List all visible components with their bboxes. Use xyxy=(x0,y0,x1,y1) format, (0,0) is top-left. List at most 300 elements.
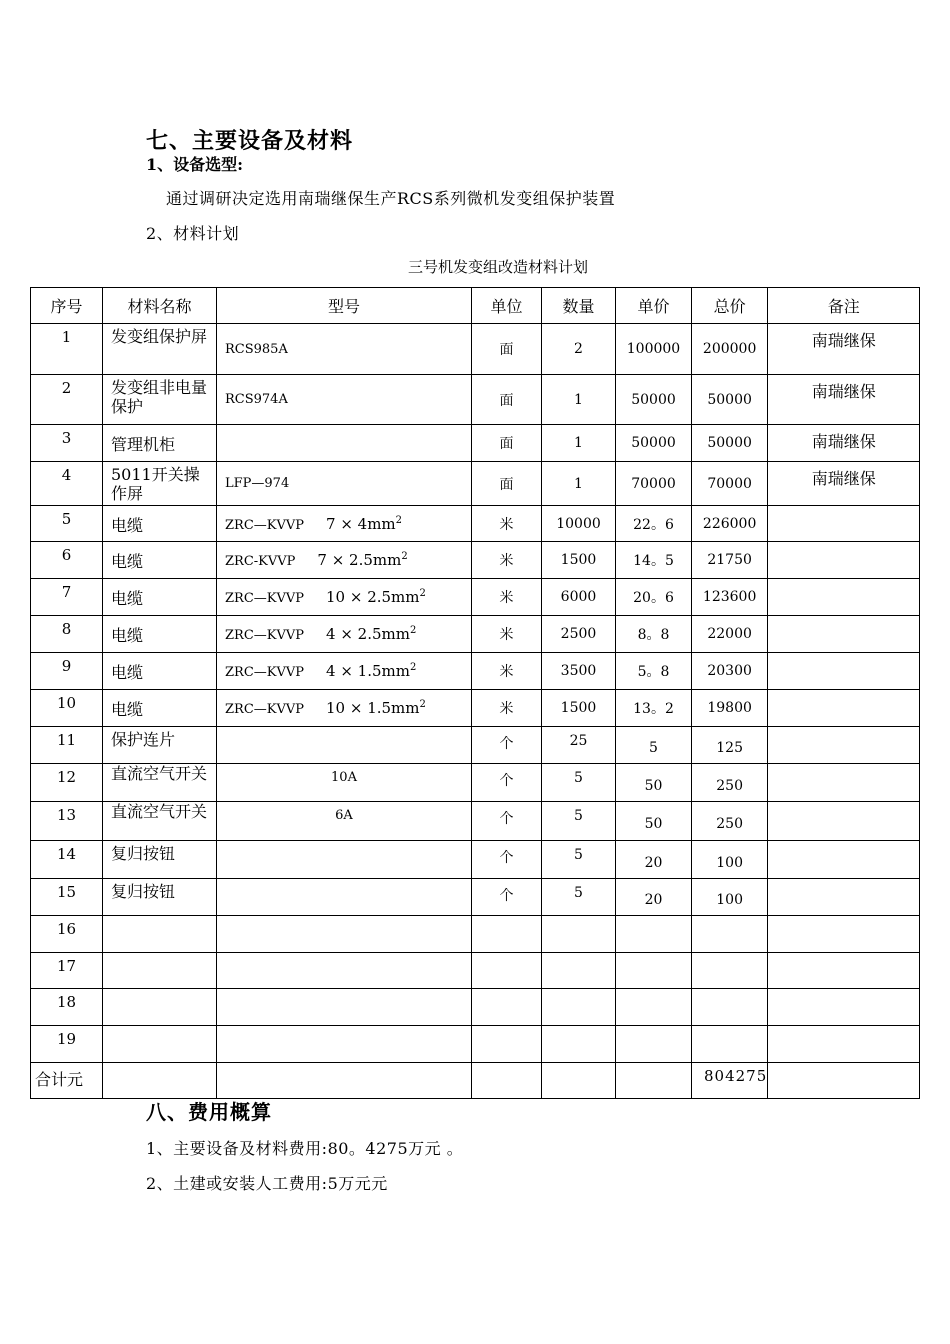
cell-unit-text: 米 xyxy=(499,701,514,717)
cell-unit-text: 个 xyxy=(499,850,514,866)
table-row xyxy=(31,425,920,462)
cell-unit xyxy=(472,653,542,690)
cell-total xyxy=(692,690,768,727)
table-row xyxy=(31,841,920,879)
cell-unit-text: 米 xyxy=(499,627,514,643)
cell-qty-text: 5 xyxy=(574,808,583,824)
cell-price xyxy=(616,375,692,425)
cell-note xyxy=(768,841,920,879)
cell-unit xyxy=(472,727,542,764)
cell-price-text: 50 xyxy=(644,777,663,794)
total-cell xyxy=(103,1063,217,1099)
cell-price-text: 100000 xyxy=(626,341,681,357)
cell-seq xyxy=(31,953,103,989)
cell-price xyxy=(616,616,692,653)
spec-superscript: 2 xyxy=(395,514,403,526)
cell-seq-text: 3 xyxy=(61,429,72,447)
cell-total xyxy=(692,727,768,764)
cable-spec-text: 10 × 2.5mm xyxy=(326,588,420,606)
section-7-title: 七、主要设备及材料 xyxy=(146,128,354,154)
cell-price-text: 20 xyxy=(644,854,663,871)
cell-seq xyxy=(31,425,103,462)
table-row xyxy=(31,653,920,690)
cell-price-text: 8。8 xyxy=(637,627,670,643)
cable-spec-text: 10 × 1.5mm xyxy=(326,699,420,717)
cable-spec xyxy=(326,662,416,680)
cell-model xyxy=(217,916,472,953)
cell-note xyxy=(768,653,920,690)
cell-qty-text: 1 xyxy=(574,475,583,492)
cell-model-text: 6A xyxy=(335,808,353,823)
cell-note xyxy=(768,1026,920,1063)
cell-model-text: ZRC—KVVP xyxy=(225,665,305,680)
table-row xyxy=(31,953,920,989)
equipment-selection-paragraph: 通过调研决定选用南瑞继保生产RCS系列微机发变组保护装置 xyxy=(166,189,616,208)
cell-price xyxy=(616,1026,692,1063)
cell-unit-text: 个 xyxy=(499,888,514,904)
cell-price xyxy=(616,916,692,953)
cell-model-text: LFP—974 xyxy=(225,476,290,491)
cell-seq xyxy=(31,579,103,616)
cell-price xyxy=(616,653,692,690)
cell-total-text: 226000 xyxy=(702,515,757,532)
cell-total-text: 22000 xyxy=(707,626,752,642)
cell-total xyxy=(692,953,768,989)
cell-model-text: ZRC—KVVP xyxy=(225,517,305,533)
cell-seq-text: 18 xyxy=(56,993,77,1011)
cell-total xyxy=(692,375,768,425)
cable-spec-text: 7 × 4mm xyxy=(326,514,396,533)
cell-unit xyxy=(472,953,542,989)
total-row xyxy=(31,1063,920,1099)
cell-price xyxy=(616,802,692,841)
header-seq: 序号 xyxy=(31,288,103,324)
cell-note xyxy=(768,690,920,727)
cell-total-text: 100 xyxy=(716,854,743,871)
table-header-row xyxy=(31,288,920,324)
cell-model xyxy=(217,879,472,916)
subsection-equipment-selection: 1、设备选型: xyxy=(146,155,244,174)
cell-seq-text: 13 xyxy=(56,806,77,824)
cell-model xyxy=(217,425,472,462)
cell-name-text: 复归按钮 xyxy=(111,882,176,901)
cell-qty-text: 25 xyxy=(569,733,588,749)
cell-model xyxy=(217,1026,472,1063)
cell-seq-text: 2 xyxy=(61,379,72,397)
cell-name-text: 电缆 xyxy=(111,515,144,535)
cell-note xyxy=(768,764,920,802)
table-row xyxy=(31,324,920,375)
cell-total xyxy=(692,989,768,1026)
header-total: 总价 xyxy=(692,288,768,324)
cell-note xyxy=(768,989,920,1026)
cell-seq-text: 4 xyxy=(61,466,72,484)
cell-name-text: 电缆 xyxy=(111,663,144,682)
cell-name xyxy=(103,579,217,616)
cell-price xyxy=(616,879,692,916)
cell-name-text: 直流空气开关 xyxy=(111,802,208,821)
table-row xyxy=(31,1026,920,1063)
cell-unit xyxy=(472,989,542,1026)
cell-seq xyxy=(31,375,103,425)
cell-name-text: 电缆 xyxy=(111,552,144,571)
cell-unit xyxy=(472,879,542,916)
cell-price xyxy=(616,425,692,462)
cell-unit xyxy=(472,375,542,425)
cell-model xyxy=(217,616,472,653)
cell-qty-text: 1 xyxy=(574,391,583,408)
cell-model-text: ZRC—KVVP xyxy=(225,628,305,643)
cell-total xyxy=(692,802,768,841)
section-8-title: 八、费用概算 xyxy=(146,1100,272,1124)
cell-price xyxy=(616,841,692,879)
header-note: 备注 xyxy=(768,288,920,324)
cell-price-text: 5 xyxy=(649,740,658,756)
cell-unit-text: 面 xyxy=(499,436,514,452)
cell-seq xyxy=(31,916,103,953)
cell-qty xyxy=(542,879,616,916)
cell-name-text: 直流空气开关 xyxy=(111,764,208,783)
cell-name xyxy=(103,727,217,764)
cell-unit xyxy=(472,542,542,579)
cell-price xyxy=(616,953,692,989)
cell-unit xyxy=(472,764,542,802)
cell-unit xyxy=(472,462,542,506)
cell-unit-text: 米 xyxy=(499,516,514,533)
cell-price-text: 50000 xyxy=(631,435,676,451)
cell-model-text: ZRC-KVVP xyxy=(225,554,296,569)
cell-seq xyxy=(31,841,103,879)
cell-total-text: 50000 xyxy=(707,435,752,451)
cell-name xyxy=(103,802,217,841)
cell-qty xyxy=(542,653,616,690)
cell-seq xyxy=(31,616,103,653)
cell-unit xyxy=(472,616,542,653)
cell-note-text: 南瑞继保 xyxy=(811,331,876,350)
cell-qty xyxy=(542,764,616,802)
cell-qty-text: 1 xyxy=(574,435,583,451)
cell-price-text: 22。6 xyxy=(633,516,674,533)
cell-qty xyxy=(542,802,616,841)
cell-unit-text: 个 xyxy=(499,736,514,752)
cell-qty xyxy=(542,462,616,506)
cell-price xyxy=(616,727,692,764)
cable-spec xyxy=(326,699,426,717)
cell-total xyxy=(692,653,768,690)
cell-model xyxy=(217,989,472,1026)
cell-name xyxy=(103,425,217,462)
cell-seq-text: 5 xyxy=(61,510,72,528)
total-cell xyxy=(217,1063,472,1099)
cell-note xyxy=(768,324,920,375)
total-label: 合计元 xyxy=(31,1063,103,1099)
cell-seq xyxy=(31,1026,103,1063)
total-value: 804275 xyxy=(692,1063,768,1099)
cell-note-text: 南瑞继保 xyxy=(811,469,876,488)
cell-price-text: 70000 xyxy=(631,475,676,492)
cell-name xyxy=(103,653,217,690)
cell-qty xyxy=(542,616,616,653)
cell-price xyxy=(616,542,692,579)
cell-seq-text: 10 xyxy=(56,694,77,712)
cell-price xyxy=(616,579,692,616)
cell-total-text: 250 xyxy=(716,777,743,794)
cell-qty-text: 5 xyxy=(574,847,583,863)
cell-unit xyxy=(472,802,542,841)
cell-price xyxy=(616,324,692,375)
table-caption: 三号机发变组改造材料计划 xyxy=(407,258,588,276)
cell-total xyxy=(692,1026,768,1063)
cell-qty xyxy=(542,324,616,375)
cell-qty xyxy=(542,690,616,727)
cell-price-text: 5。8 xyxy=(637,664,670,680)
cell-total xyxy=(692,879,768,916)
cell-name xyxy=(103,616,217,653)
cell-total-text: 50000 xyxy=(707,391,752,408)
spec-superscript: 2 xyxy=(419,699,426,710)
cable-spec-text: 4 × 1.5mm xyxy=(326,662,410,680)
cell-price-text: 20 xyxy=(644,892,663,908)
table-row xyxy=(31,727,920,764)
cell-seq xyxy=(31,653,103,690)
cell-total xyxy=(692,324,768,375)
cell-qty-text: 5 xyxy=(574,885,583,901)
cell-qty xyxy=(542,916,616,953)
cell-unit-text: 个 xyxy=(499,773,514,789)
header-unit: 单位 xyxy=(472,288,542,324)
cell-total-text: 250 xyxy=(716,816,743,832)
cable-spec xyxy=(317,551,407,569)
subsection-material-plan: 2、材料计划 xyxy=(146,224,240,243)
cell-name-text: 电缆 xyxy=(111,700,144,719)
table-row xyxy=(31,690,920,727)
table-row xyxy=(31,462,920,506)
cell-total-text: 19800 xyxy=(707,700,752,716)
cell-model xyxy=(217,462,472,506)
cell-unit-text: 米 xyxy=(499,664,514,680)
cell-qty-text: 3500 xyxy=(560,663,597,679)
cell-note xyxy=(768,727,920,764)
cell-note xyxy=(768,616,920,653)
material-plan-table xyxy=(30,287,920,1099)
cell-price xyxy=(616,690,692,727)
cell-model xyxy=(217,542,472,579)
cell-price-text: 13。2 xyxy=(633,701,674,717)
cell-total xyxy=(692,616,768,653)
cell-unit-text: 面 xyxy=(499,476,514,493)
cell-unit-text: 面 xyxy=(499,342,514,358)
cell-qty-text: 2500 xyxy=(560,626,597,642)
cell-note xyxy=(768,425,920,462)
total-cell xyxy=(768,1063,920,1099)
cell-seq xyxy=(31,802,103,841)
cell-name xyxy=(103,375,217,425)
cell-name xyxy=(103,1026,217,1063)
cell-model-text: RCS974A xyxy=(225,392,288,407)
cell-total xyxy=(692,425,768,462)
cell-qty xyxy=(542,579,616,616)
cell-name xyxy=(103,542,217,579)
cell-qty-text: 5 xyxy=(574,770,583,786)
cell-unit-text: 米 xyxy=(499,590,514,606)
cell-unit-text: 米 xyxy=(499,553,514,569)
cell-qty xyxy=(542,425,616,462)
cell-name-text: 管理机柜 xyxy=(111,435,176,454)
cell-model xyxy=(217,506,472,542)
cell-note-text: 南瑞继保 xyxy=(811,382,876,401)
table-row xyxy=(31,616,920,653)
cell-seq xyxy=(31,879,103,916)
cell-total xyxy=(692,579,768,616)
cell-name-text: 发变组非电量保护 xyxy=(111,378,208,416)
cell-unit xyxy=(472,1026,542,1063)
cell-model-text: 10A xyxy=(331,770,357,785)
header-qty: 数量 xyxy=(542,288,616,324)
cell-model-text: RCS985A xyxy=(225,341,288,357)
cell-name xyxy=(103,462,217,506)
cable-spec-text: 4 × 2.5mm xyxy=(326,625,410,643)
cell-seq-text: 14 xyxy=(56,845,77,863)
cable-spec-text: 7 × 2.5mm xyxy=(317,551,402,569)
cell-model xyxy=(217,690,472,727)
cell-unit-text: 面 xyxy=(499,392,514,409)
cell-total-text: 123600 xyxy=(702,589,757,605)
cell-price-text: 50 xyxy=(644,816,663,832)
cell-note xyxy=(768,579,920,616)
cell-note xyxy=(768,462,920,506)
cell-note xyxy=(768,542,920,579)
cell-seq xyxy=(31,989,103,1026)
cell-model xyxy=(217,802,472,841)
table-row xyxy=(31,375,920,425)
cell-price-text: 20。6 xyxy=(633,590,674,606)
cell-seq-text: 6 xyxy=(61,546,72,564)
spec-superscript: 2 xyxy=(401,551,408,562)
cell-model xyxy=(217,841,472,879)
cell-model xyxy=(217,953,472,989)
table-row xyxy=(31,506,920,542)
cell-unit xyxy=(472,690,542,727)
cell-name xyxy=(103,690,217,727)
table-row xyxy=(31,879,920,916)
cell-unit xyxy=(472,506,542,542)
cell-qty xyxy=(542,841,616,879)
table-row xyxy=(31,579,920,616)
cable-spec xyxy=(326,625,416,643)
cell-name-text: 电缆 xyxy=(111,589,144,608)
cell-qty-text: 10000 xyxy=(556,515,601,532)
cell-qty xyxy=(542,953,616,989)
cell-price xyxy=(616,764,692,802)
cell-model xyxy=(217,324,472,375)
total-cell xyxy=(616,1063,692,1099)
cell-seq xyxy=(31,690,103,727)
cell-name xyxy=(103,989,217,1026)
cell-total-text: 21750 xyxy=(707,552,752,568)
cable-spec xyxy=(326,588,426,606)
spec-superscript: 2 xyxy=(419,588,426,599)
cell-price xyxy=(616,506,692,542)
cell-total xyxy=(692,506,768,542)
cell-model-text: ZRC—KVVP xyxy=(225,702,305,717)
cell-model-text: ZRC—KVVP xyxy=(225,591,305,606)
table-row xyxy=(31,764,920,802)
header-name: 材料名称 xyxy=(103,288,217,324)
table-row xyxy=(31,916,920,953)
cell-seq-text: 16 xyxy=(56,920,77,938)
cell-seq xyxy=(31,727,103,764)
cell-unit xyxy=(472,425,542,462)
table-row xyxy=(31,542,920,579)
cell-total-text: 20300 xyxy=(707,663,752,679)
cell-note xyxy=(768,953,920,989)
cell-total-text: 100 xyxy=(716,892,743,908)
cell-note xyxy=(768,802,920,841)
cell-qty-text: 1500 xyxy=(560,700,597,716)
cell-note-text: 南瑞继保 xyxy=(811,432,876,451)
cell-qty-text: 6000 xyxy=(560,589,597,605)
cell-seq xyxy=(31,764,103,802)
cell-seq-text: 1 xyxy=(61,328,72,346)
header-price: 单价 xyxy=(616,288,692,324)
header-model: 型号 xyxy=(217,288,472,324)
table-row xyxy=(31,802,920,841)
cell-unit-text: 个 xyxy=(499,811,514,827)
cell-price xyxy=(616,462,692,506)
cell-seq xyxy=(31,324,103,375)
cell-model xyxy=(217,727,472,764)
cell-name xyxy=(103,916,217,953)
cell-name-text: 发变组保护屏 xyxy=(111,327,208,346)
cable-spec xyxy=(326,515,402,533)
cell-unit xyxy=(472,841,542,879)
cell-model xyxy=(217,764,472,802)
cell-total xyxy=(692,916,768,953)
cell-seq xyxy=(31,462,103,506)
cell-name xyxy=(103,764,217,802)
cell-note xyxy=(768,879,920,916)
cell-qty-text: 1500 xyxy=(560,552,597,568)
cell-seq-text: 19 xyxy=(56,1030,77,1048)
cell-qty xyxy=(542,375,616,425)
cell-total xyxy=(692,542,768,579)
cell-seq xyxy=(31,506,103,542)
cell-total xyxy=(692,764,768,802)
total-cell xyxy=(472,1063,542,1099)
cell-price xyxy=(616,989,692,1026)
cell-model xyxy=(217,653,472,690)
cell-qty xyxy=(542,989,616,1026)
cell-name xyxy=(103,506,217,542)
cell-seq-text: 17 xyxy=(56,957,77,975)
cell-name-text: 保护连片 xyxy=(111,730,176,749)
cell-name xyxy=(103,953,217,989)
cell-qty-text: 2 xyxy=(574,341,583,357)
cell-model xyxy=(217,375,472,425)
cell-name-text: 5011开关操作屏 xyxy=(111,465,200,503)
cell-unit xyxy=(472,579,542,616)
cell-seq-text: 11 xyxy=(56,731,77,749)
cell-note xyxy=(768,916,920,953)
cell-total-text: 200000 xyxy=(702,341,757,357)
cell-total xyxy=(692,462,768,506)
cell-seq-text: 12 xyxy=(56,768,77,786)
table-row xyxy=(31,989,920,1026)
cell-qty xyxy=(542,506,616,542)
cell-note xyxy=(768,375,920,425)
cell-seq-text: 8 xyxy=(61,620,72,638)
cell-qty xyxy=(542,727,616,764)
